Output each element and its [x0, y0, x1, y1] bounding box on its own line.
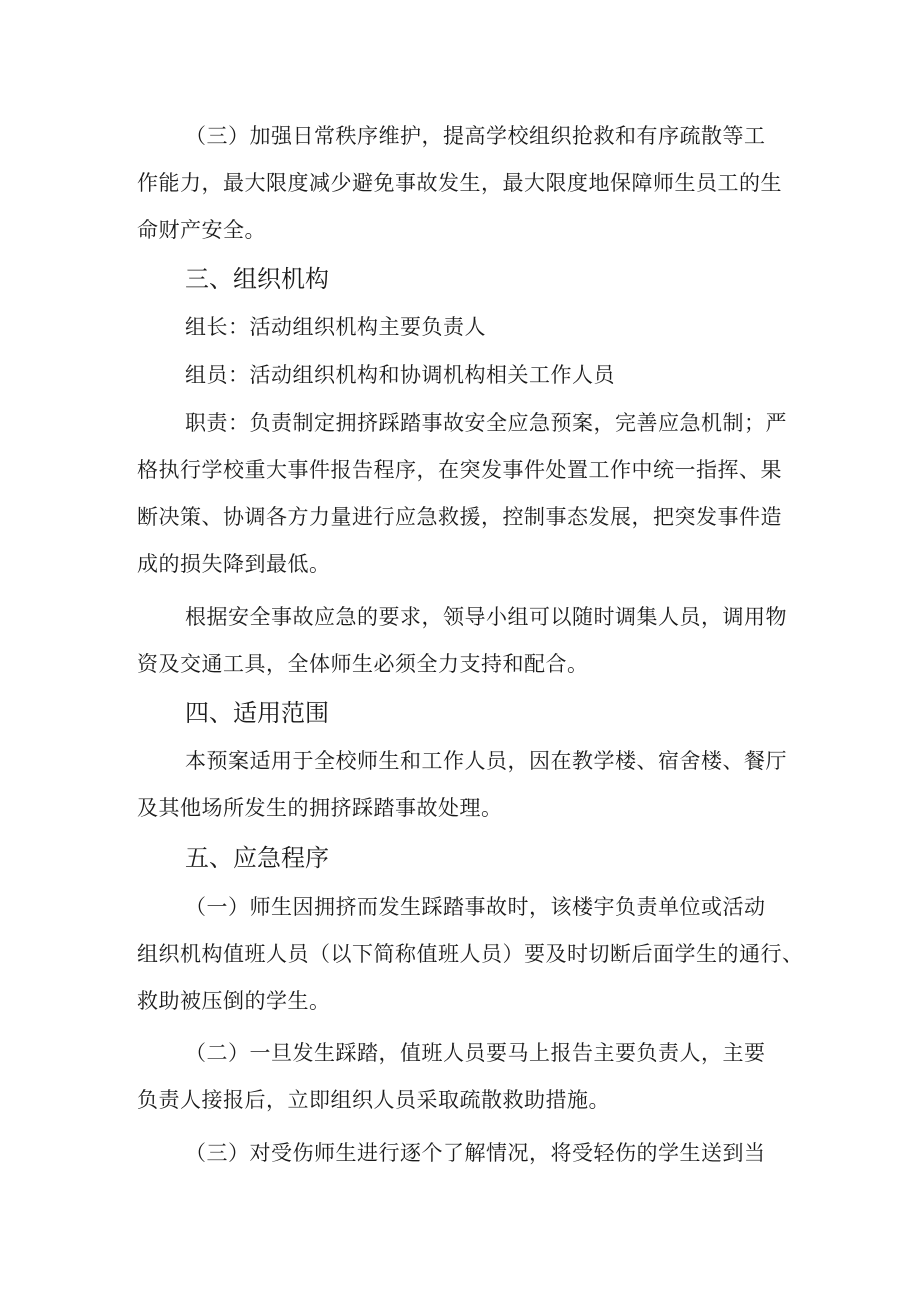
section5-item2-line-1 [0, 1030, 920, 1076]
section3-leader [0, 304, 920, 350]
para1-line-1-text: （三）加强日常秩序维护，提高学校组织抢救和有序疏散等工 [185, 124, 766, 148]
section3-heading-text: 三、组织机构 [185, 265, 329, 293]
section3-members [0, 352, 920, 398]
section3-note-line-2 [0, 641, 920, 687]
section5-item3-line-1-text: （三）对受伤师生进行逐个了解情况，将受轻伤的学生送到当 [185, 1141, 766, 1165]
section3-note-line-1 [0, 594, 920, 640]
section5-item1-line-3 [0, 978, 920, 1024]
section5-item2-line-1-text: （二）一旦发生踩踏，值班人员要马上报告主要负责人，主要 [185, 1041, 766, 1065]
para1-line-1 [0, 113, 787, 159]
section3-duty-line-3 [0, 494, 920, 540]
para1-line-3-text: 命财产安全。 [137, 218, 266, 242]
section3-members-text: 组员：活动组织机构和协调机构相关工作人员 [185, 363, 615, 387]
section5-item1-line-1-text: （一）师生因拥挤而发生踩踏事故时，该楼宇负责单位或活动 [185, 895, 766, 919]
section5-item2-line-2 [0, 1077, 920, 1123]
section3-duty-line-1 [0, 400, 920, 446]
section3-note-line-1-text: 根据安全事故应急的要求，领导小组可以随时调集人员，调用物 [185, 605, 787, 629]
section4-heading-text: 四、适用范围 [185, 699, 329, 727]
section5-heading [0, 835, 920, 881]
section4-line-2-text: 及其他场所发生的拥挤踩踏事故处理。 [137, 796, 503, 820]
section5-item1-line-2 [0, 931, 920, 977]
section3-duty-line-1-text: 职责：负责制定拥挤踩踏事故安全应急预案，完善应急机制；严 [185, 411, 787, 435]
section3-note-line-2-text: 资及交通工具，全体师生必须全力支持和配合。 [137, 652, 589, 676]
section4-line-1 [0, 738, 920, 784]
section5-item3-line-1 [0, 1130, 920, 1176]
section3-duty-line-4-text: 成的损失降到最低。 [137, 552, 331, 576]
para1-line-2 [0, 160, 787, 206]
section3-duty-line-2-text: 格执行学校重大事件报告程序，在突发事件处置工作中统一指挥、果 [137, 458, 782, 482]
section5-item1-line-3-text: 救助被压倒的学生。 [137, 989, 331, 1013]
section3-duty-line-4 [0, 541, 920, 587]
para1-line-2-text: 作能力，最大限度减少避免事故发生，最大限度地保障师生员工的生 [137, 171, 782, 195]
section5-heading-text: 五、应急程序 [185, 844, 329, 872]
para1-line-3 [0, 207, 920, 253]
section5-item1-line-1 [0, 884, 920, 930]
section3-heading [0, 256, 920, 302]
section3-leader-text: 组长：活动组织机构主要负责人 [185, 315, 486, 339]
section3-duty-line-3-text: 断决策、协调各方力量进行应急救援，控制事态发展，把突发事件造 [137, 505, 782, 529]
section4-line-1-text: 本预案适用于全校师生和工作人员，因在教学楼、宿舍楼、餐厅 [185, 749, 787, 773]
section5-item2-line-2-text: 负责人接报后，立即组织人员采取疏散救助措施。 [137, 1088, 610, 1112]
section5-item1-line-2-text: 组织机构值班人员（以下简称值班人员）要及时切断后面学生的通行、 [137, 942, 804, 966]
section3-duty-line-2 [0, 447, 920, 493]
section4-heading [0, 690, 920, 736]
section4-line-2 [0, 785, 920, 831]
